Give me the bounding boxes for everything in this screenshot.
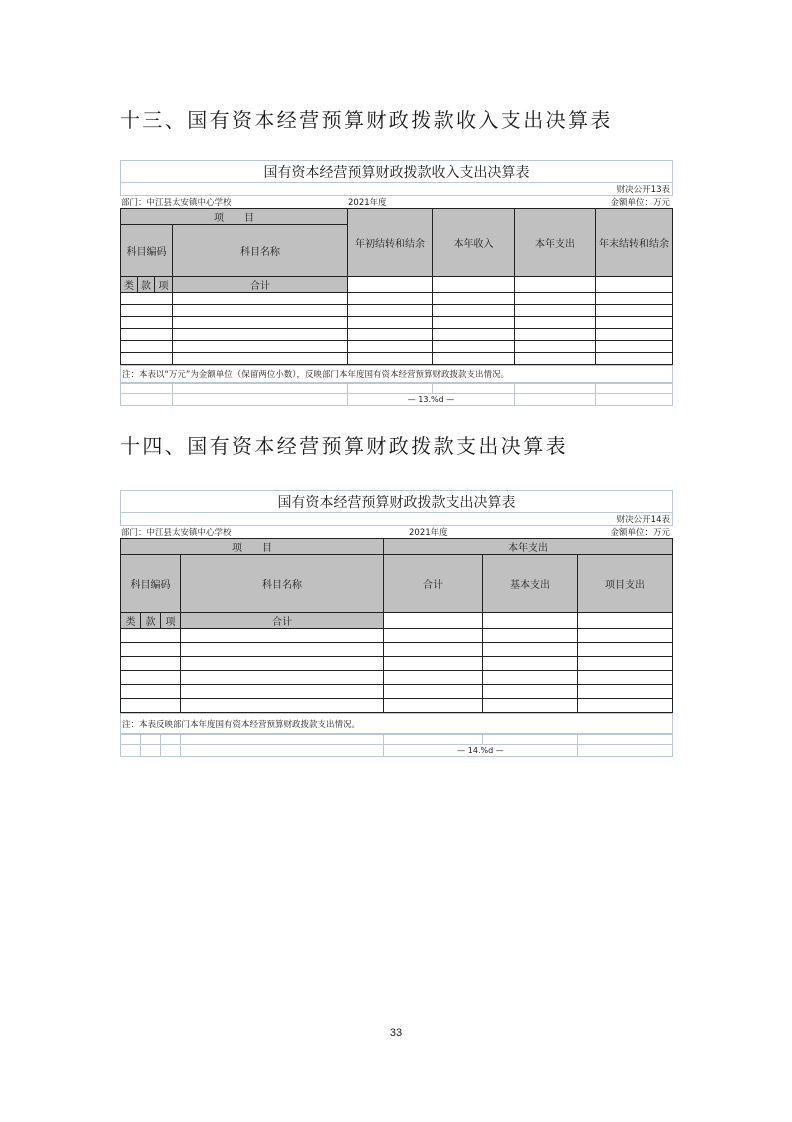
table-row <box>121 317 673 329</box>
section-14-heading: 十四、国有资本经营预算财政拨款支出决算表 <box>120 434 568 458</box>
table-13-col-income: 本年收入 <box>433 209 515 277</box>
table-13-xiang: 项 <box>155 277 173 293</box>
table-row <box>121 353 673 365</box>
table-13-meta <box>120 196 672 208</box>
table-13-col-expense: 本年支出 <box>515 209 596 277</box>
table-14-lei: 类 <box>121 613 141 629</box>
table-13-note: 注：本表以“万元”为金额单位（保留两位小数），反映部门本年度国有资本经营预算财政拨款支出情况。 <box>121 366 673 383</box>
table-14-meta <box>120 526 672 538</box>
table-13-title: 国有资本经营预算财政拨款收入支出决算表 <box>121 161 673 183</box>
table-13-unit: 金额单位：万元 <box>610 198 670 208</box>
table-row <box>121 699 673 713</box>
table-13-note-area <box>120 365 673 383</box>
table-13-year: 2021年度 <box>348 198 387 208</box>
table-row <box>121 643 673 657</box>
table-14-top <box>120 490 673 526</box>
table-row <box>121 671 673 685</box>
table-row <box>121 685 673 699</box>
table-14-code-header: 科目编码 <box>121 555 181 613</box>
table-14-title: 国有资本经营预算财政拨款支出决算表 <box>121 491 673 513</box>
table-row <box>121 329 673 341</box>
table-13-col-open-balance: 年初结转和结余 <box>348 209 433 277</box>
table-14-unit: 金额单位：万元 <box>610 528 670 538</box>
table-14-note-area <box>120 713 673 734</box>
page-number: 33 <box>389 1027 403 1039</box>
table-14-year: 2021年度 <box>409 528 448 538</box>
table-14-footer-area <box>120 734 673 757</box>
table-row <box>121 293 673 305</box>
table-14-kuan: 款 <box>141 613 161 629</box>
table-14-sheet <box>120 490 672 757</box>
table-13-col-close-balance: 年末结转和结余 <box>596 209 673 277</box>
table-row <box>121 629 673 643</box>
table-row <box>121 341 673 353</box>
table-14-name-header: 科目名称 <box>181 555 384 613</box>
table-13-total-label: 合计 <box>173 277 348 293</box>
table-13-item-header: 项 目 <box>121 209 348 225</box>
table-14-form-no: 财决公开14表 <box>121 513 673 526</box>
table-14-footer: — 14.%d — <box>384 745 578 757</box>
section-13-heading: 十三、国有资本经营预算财政拨款收入支出决算表 <box>120 108 613 132</box>
table-13-top <box>120 160 673 196</box>
table-row <box>121 657 673 671</box>
table-14-department: 部门：中江县太安镇中心学校 <box>121 528 232 538</box>
table-13-kuan: 款 <box>138 277 155 293</box>
table-14-body <box>120 538 673 713</box>
table-14-note: 注：本表反映部门本年度国有资本经营预算财政拨款支出情况。 <box>121 714 673 734</box>
table-13-footer: — 13.%d — <box>348 394 515 406</box>
table-13-department: 部门：中江县太安镇中心学校 <box>121 198 232 208</box>
table-14-col-basic: 基本支出 <box>483 555 578 613</box>
table-13-footer-area <box>120 383 673 406</box>
table-14-item-header: 项 目 <box>121 539 384 555</box>
table-row <box>121 305 673 317</box>
table-13-name-header: 科目名称 <box>173 225 348 277</box>
table-13-code-header: 科目编码 <box>121 225 173 277</box>
table-13-sheet <box>120 160 672 406</box>
table-13-body <box>120 208 673 365</box>
table-14-xiang: 项 <box>161 613 181 629</box>
table-14-col-project: 项目支出 <box>578 555 673 613</box>
table-14-total-label: 合计 <box>181 613 384 629</box>
table-14-expense-header: 本年支出 <box>384 539 673 555</box>
table-13-form-no: 财决公开13表 <box>121 183 673 196</box>
table-14-col-total: 合计 <box>384 555 483 613</box>
table-13-lei: 类 <box>121 277 138 293</box>
